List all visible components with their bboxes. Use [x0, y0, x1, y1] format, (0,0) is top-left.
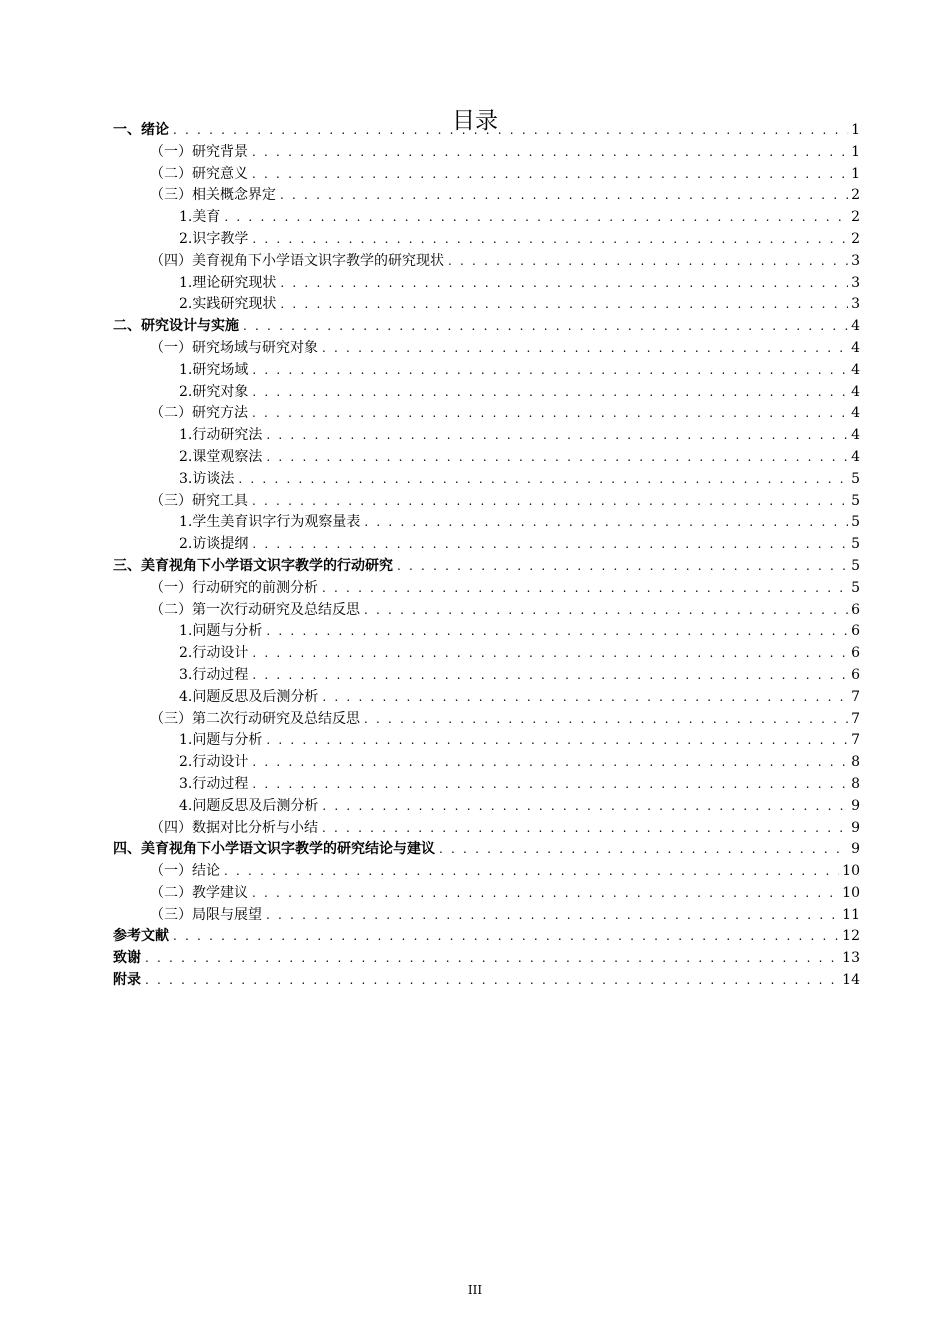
toc-entry[interactable]	[113, 556, 860, 578]
dot-leader	[266, 447, 848, 469]
toc-entry-text: 四、美育视角下小学语文识字教学的研究结论与建议	[113, 841, 435, 858]
toc-entry-page-number: 13	[842, 950, 860, 967]
toc-entry-page-number: 7	[851, 710, 860, 727]
toc-entry-text: （一）行动研究的前测分析	[150, 579, 318, 596]
toc-entry-page-number: 8	[851, 754, 860, 771]
dot-leader	[252, 164, 848, 186]
toc-entry[interactable]	[113, 120, 860, 142]
toc-entry-page-number: 5	[851, 514, 860, 531]
toc-entry[interactable]	[113, 861, 860, 883]
toc-entry-text: 1.行动研究法	[179, 427, 263, 444]
dot-leader	[224, 861, 839, 883]
toc-entry-page-number: 10	[842, 863, 860, 880]
toc-entry[interactable]	[113, 316, 860, 338]
toc-entry[interactable]	[113, 600, 860, 622]
dot-leader	[266, 621, 848, 643]
dot-leader	[397, 556, 848, 578]
dot-leader	[364, 709, 848, 731]
toc-entry-page-number: 4	[851, 427, 860, 444]
toc-entry-page-number: 4	[851, 318, 860, 335]
toc-entry[interactable]	[113, 338, 860, 360]
toc-entry-page-number: 2	[851, 230, 860, 247]
toc-entry[interactable]	[113, 491, 860, 513]
dot-leader	[145, 948, 839, 970]
toc-entry[interactable]	[113, 207, 860, 229]
dot-leader	[266, 905, 839, 927]
toc-entry-page-number: 5	[851, 557, 860, 574]
toc-entry-text: 1.学生美育识字行为观察量表	[179, 514, 361, 531]
toc-entry-text: 2.识字教学	[179, 230, 249, 247]
toc-entry[interactable]	[113, 164, 860, 186]
toc-entry-text: （三）研究工具	[150, 492, 248, 509]
toc-entry[interactable]	[113, 796, 860, 818]
page-number-footer: III	[467, 1283, 483, 1297]
toc-entry[interactable]	[113, 534, 860, 556]
dot-leader	[243, 316, 848, 338]
toc-entry-text: （二）第一次行动研究及总结反思	[150, 601, 360, 618]
toc-entry-page-number: 3	[851, 274, 860, 291]
toc-entry-page-number: 9	[851, 797, 860, 814]
dot-leader	[252, 774, 848, 796]
toc-entry-text: 2.行动设计	[179, 645, 249, 662]
toc-entry-text: 1.问题与分析	[179, 732, 263, 749]
dot-leader	[252, 229, 848, 251]
toc-entry[interactable]	[113, 294, 860, 316]
toc-entry-page-number: 4	[851, 383, 860, 400]
toc-entry-page-number: 14	[842, 972, 860, 989]
toc-entry-text: 3.行动过程	[179, 775, 249, 792]
toc-entry-text: 一、绪论	[113, 122, 169, 138]
toc-entry-page-number: 3	[851, 252, 860, 269]
toc-entry[interactable]	[113, 360, 860, 382]
dot-leader	[252, 142, 848, 164]
dot-leader	[322, 338, 848, 360]
toc-entry-text: 参考文献	[113, 928, 169, 945]
toc-entry-page-number: 7	[851, 688, 860, 705]
dot-leader	[252, 491, 848, 513]
toc-entry-text: （三）局限与展望	[150, 906, 262, 923]
toc-entry-page-number: 11	[842, 906, 860, 923]
toc-entry-page-number: 4	[851, 448, 860, 465]
toc-entry-text: 2.访谈提纲	[179, 536, 249, 553]
toc-entry[interactable]	[113, 273, 860, 295]
toc-entry[interactable]	[113, 926, 860, 948]
toc-entry[interactable]	[113, 469, 860, 491]
toc-entry-page-number: 5	[851, 579, 860, 596]
toc-entry[interactable]	[113, 621, 860, 643]
dot-leader	[238, 469, 848, 491]
toc-entry-page-number: 7	[851, 732, 860, 749]
toc-entry-text: 1.问题与分析	[179, 623, 263, 640]
toc-entry[interactable]	[113, 948, 860, 970]
toc-entry-text: 2.课堂观察法	[179, 448, 263, 465]
toc-entry-page-number: 4	[851, 361, 860, 378]
dot-leader	[252, 382, 848, 404]
toc-entry-text: 1.研究场域	[179, 361, 249, 378]
toc-entry-text: （一）研究场域与研究对象	[150, 339, 318, 356]
dot-leader	[145, 970, 839, 992]
toc-entry-text: 4.问题反思及后测分析	[179, 797, 319, 814]
dot-leader	[252, 534, 848, 556]
table-of-contents	[113, 120, 860, 992]
toc-entry[interactable]	[113, 774, 860, 796]
dot-leader	[173, 120, 848, 142]
toc-entry-text: 4.问题反思及后测分析	[179, 688, 319, 705]
toc-entry-text: 1.理论研究现状	[179, 274, 277, 291]
toc-entry[interactable]	[113, 970, 860, 992]
toc-entry-text: （四）美育视角下小学语文识字教学的研究现状	[150, 252, 444, 269]
dot-leader	[322, 578, 848, 600]
toc-entry[interactable]	[113, 905, 860, 927]
toc-entry-page-number: 10	[842, 884, 860, 901]
toc-entry[interactable]	[113, 447, 860, 469]
toc-entry-page-number: 1	[851, 165, 860, 182]
dot-leader	[322, 796, 848, 818]
toc-entry-page-number: 6	[851, 623, 860, 640]
toc-entry-page-number: 6	[851, 666, 860, 683]
toc-entry[interactable]	[113, 251, 860, 273]
toc-entry[interactable]	[113, 752, 860, 774]
toc-entry[interactable]	[113, 883, 860, 905]
toc-entry-text: （二）研究方法	[150, 405, 248, 422]
toc-entry-text: （三）相关概念界定	[150, 187, 276, 204]
toc-entry[interactable]	[113, 818, 860, 840]
toc-entry-text: 3.访谈法	[179, 470, 235, 487]
toc-entry-text: 3.行动过程	[179, 666, 249, 683]
dot-leader	[280, 273, 848, 295]
dot-leader	[252, 643, 848, 665]
dot-leader	[448, 251, 848, 273]
toc-entry-text: 1.美育	[179, 209, 221, 226]
toc-entry-page-number: 6	[851, 645, 860, 662]
dot-leader	[252, 403, 848, 425]
dot-leader	[252, 883, 839, 905]
dot-leader	[364, 600, 848, 622]
toc-title: 目录	[452, 108, 498, 135]
dot-leader	[173, 926, 839, 948]
toc-entry-page-number: 3	[851, 296, 860, 313]
toc-entry-text: 2.研究对象	[179, 383, 249, 400]
toc-entry-page-number: 1	[851, 122, 860, 138]
toc-entry-text: 二、研究设计与实施	[113, 318, 239, 335]
toc-entry[interactable]	[113, 709, 860, 731]
toc-entry[interactable]	[113, 512, 860, 534]
toc-entry-page-number: 2	[851, 209, 860, 226]
toc-entry[interactable]	[113, 142, 860, 164]
toc-entry-page-number: 12	[842, 928, 860, 945]
dot-leader	[280, 185, 848, 207]
toc-entry-text: 致谢	[113, 950, 141, 967]
dot-leader	[364, 512, 848, 534]
toc-entry-page-number: 2	[851, 187, 860, 204]
toc-entry[interactable]	[113, 185, 860, 207]
toc-entry-text: （二）教学建议	[150, 884, 248, 901]
toc-entry[interactable]	[113, 229, 860, 251]
toc-entry-text: （一）结论	[150, 863, 220, 880]
toc-entry-page-number: 5	[851, 536, 860, 553]
toc-entry-page-number: 5	[851, 470, 860, 487]
toc-entry[interactable]	[113, 839, 860, 861]
toc-entry-text: （三）第二次行动研究及总结反思	[150, 710, 360, 727]
dot-leader	[252, 752, 848, 774]
toc-entry-page-number: 5	[851, 492, 860, 509]
dot-leader	[252, 665, 848, 687]
dot-leader	[224, 207, 848, 229]
toc-entry-page-number: 9	[851, 841, 860, 858]
toc-entry-text: 2.实践研究现状	[179, 296, 277, 313]
toc-entry-page-number: 4	[851, 339, 860, 356]
toc-entry-text: （一）研究背景	[150, 143, 248, 160]
dot-leader	[280, 294, 848, 316]
toc-entry[interactable]	[113, 578, 860, 600]
toc-entry-page-number: 1	[851, 143, 860, 160]
toc-entry-text: （二）研究意义	[150, 165, 248, 182]
dot-leader	[322, 687, 848, 709]
toc-entry[interactable]	[113, 665, 860, 687]
toc-entry[interactable]	[113, 643, 860, 665]
toc-entry[interactable]	[113, 730, 860, 752]
toc-entry-text: 附录	[113, 972, 141, 989]
dot-leader	[322, 818, 848, 840]
dot-leader	[252, 360, 848, 382]
toc-entry[interactable]	[113, 403, 860, 425]
toc-entry-text: 2.行动设计	[179, 754, 249, 771]
toc-entry[interactable]	[113, 382, 860, 404]
toc-entry-page-number: 8	[851, 775, 860, 792]
dot-leader	[266, 425, 848, 447]
toc-entry[interactable]	[113, 425, 860, 447]
toc-entry-text: （四）数据对比分析与小结	[150, 819, 318, 836]
toc-entry-page-number: 4	[851, 405, 860, 422]
toc-entry[interactable]	[113, 687, 860, 709]
toc-entry-page-number: 9	[851, 819, 860, 836]
dot-leader	[266, 730, 848, 752]
toc-entry-page-number: 6	[851, 601, 860, 618]
dot-leader	[439, 839, 848, 861]
toc-entry-text: 三、美育视角下小学语文识字教学的行动研究	[113, 557, 393, 574]
